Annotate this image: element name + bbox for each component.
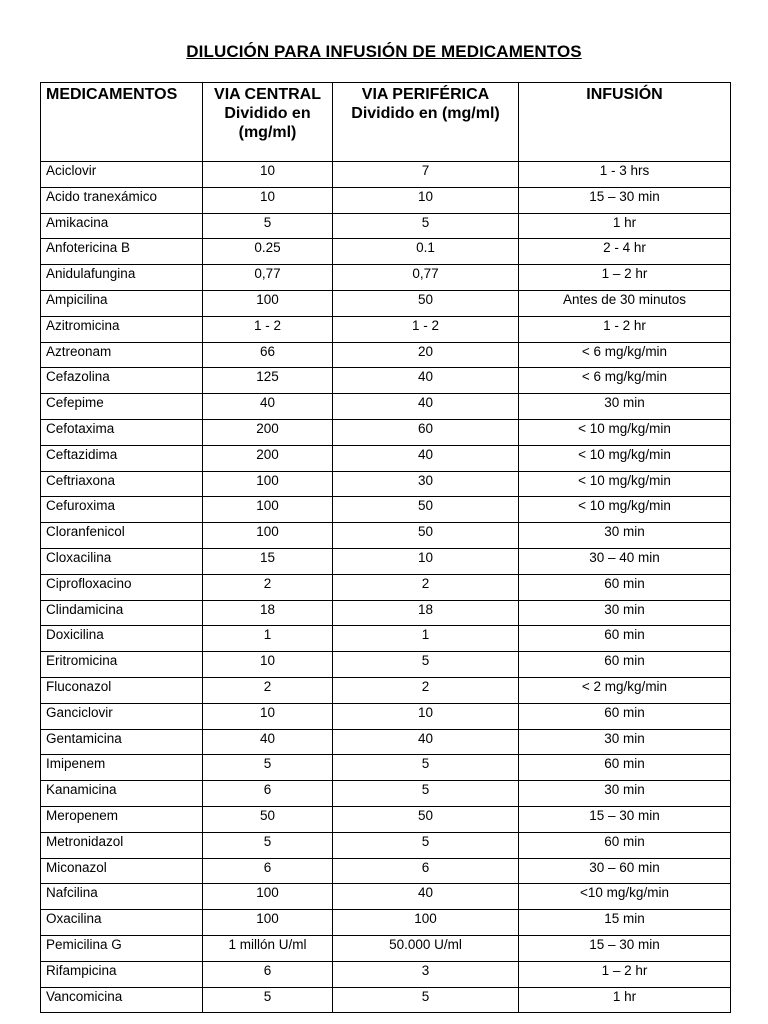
- cell-via-central: 125: [203, 368, 333, 394]
- cell-via-central: 6: [203, 781, 333, 807]
- cell-medicamento: Cefazolina: [41, 368, 203, 394]
- table-row: [41, 806, 731, 832]
- table-row: [41, 729, 731, 755]
- cell-medicamento: Meropenem: [41, 806, 203, 832]
- cell-via-periferica: 18: [333, 600, 519, 626]
- cell-via-periferica: 50: [333, 290, 519, 316]
- table-row: [41, 497, 731, 523]
- cell-medicamento: Rifampicina: [41, 961, 203, 987]
- cell-infusion: 1 hr: [519, 213, 731, 239]
- table-row: [41, 239, 731, 265]
- cell-via-periferica: 40: [333, 394, 519, 420]
- cell-medicamento: Cefuroxima: [41, 497, 203, 523]
- cell-via-central: 40: [203, 394, 333, 420]
- table-row: [41, 910, 731, 936]
- cell-via-periferica: 6: [333, 858, 519, 884]
- cell-infusion: 1 - 3 hrs: [519, 162, 731, 188]
- cell-medicamento: Aciclovir: [41, 162, 203, 188]
- cell-infusion: <10 mg/kg/min: [519, 884, 731, 910]
- header-medicamentos: MEDICAMENTOS: [41, 83, 203, 162]
- table-row: [41, 961, 731, 987]
- cell-infusion: 1 - 2 hr: [519, 316, 731, 342]
- cell-medicamento: Anidulafungina: [41, 265, 203, 291]
- cell-medicamento: Eritromicina: [41, 652, 203, 678]
- cell-via-central: 5: [203, 213, 333, 239]
- cell-medicamento: Ceftazidima: [41, 445, 203, 471]
- cell-medicamento: Vancomicina: [41, 987, 203, 1013]
- cell-via-periferica: 1: [333, 626, 519, 652]
- cell-via-central: 0.25: [203, 239, 333, 265]
- cell-via-central: 10: [203, 162, 333, 188]
- cell-infusion: 30 min: [519, 781, 731, 807]
- cell-medicamento: Gentamicina: [41, 729, 203, 755]
- cell-via-central: 1 - 2: [203, 316, 333, 342]
- cell-infusion: 1 – 2 hr: [519, 265, 731, 291]
- table-row: [41, 265, 731, 291]
- cell-via-periferica: 10: [333, 548, 519, 574]
- cell-via-periferica: 2: [333, 574, 519, 600]
- cell-infusion: 30 min: [519, 729, 731, 755]
- cell-infusion: 30 min: [519, 600, 731, 626]
- cell-infusion: < 10 mg/kg/min: [519, 419, 731, 445]
- cell-medicamento: Doxicilina: [41, 626, 203, 652]
- cell-via-central: 100: [203, 910, 333, 936]
- cell-via-central: 200: [203, 445, 333, 471]
- table-row: [41, 832, 731, 858]
- cell-infusion: < 6 mg/kg/min: [519, 368, 731, 394]
- table-row: [41, 419, 731, 445]
- cell-medicamento: Ceftriaxona: [41, 471, 203, 497]
- cell-infusion: 60 min: [519, 755, 731, 781]
- table-body: [41, 162, 731, 1013]
- cell-medicamento: Miconazol: [41, 858, 203, 884]
- table-row: [41, 368, 731, 394]
- table-row: [41, 162, 731, 188]
- cell-infusion: 30 – 60 min: [519, 858, 731, 884]
- cell-infusion: 2 - 4 hr: [519, 239, 731, 265]
- cell-infusion: 1 – 2 hr: [519, 961, 731, 987]
- cell-medicamento: Ganciclovir: [41, 703, 203, 729]
- cell-infusion: 60 min: [519, 832, 731, 858]
- cell-medicamento: Anfotericina B: [41, 239, 203, 265]
- cell-infusion: 60 min: [519, 626, 731, 652]
- table-row: [41, 935, 731, 961]
- cell-medicamento: Cloranfenicol: [41, 523, 203, 549]
- cell-medicamento: Amikacina: [41, 213, 203, 239]
- cell-via-periferica: 10: [333, 703, 519, 729]
- cell-via-periferica: 50: [333, 497, 519, 523]
- cell-via-periferica: 5: [333, 652, 519, 678]
- cell-via-periferica: 40: [333, 445, 519, 471]
- cell-via-central: 200: [203, 419, 333, 445]
- cell-via-central: 5: [203, 987, 333, 1013]
- cell-via-periferica: 7: [333, 162, 519, 188]
- cell-via-central: 100: [203, 884, 333, 910]
- cell-via-central: 100: [203, 471, 333, 497]
- cell-medicamento: Ampicilina: [41, 290, 203, 316]
- cell-via-central: 50: [203, 806, 333, 832]
- cell-via-central: 40: [203, 729, 333, 755]
- cell-medicamento: Clindamicina: [41, 600, 203, 626]
- medication-table: [40, 82, 731, 1013]
- table-row: [41, 574, 731, 600]
- table-row: [41, 884, 731, 910]
- table-row: [41, 523, 731, 549]
- cell-infusion: < 10 mg/kg/min: [519, 497, 731, 523]
- cell-via-periferica: 2: [333, 677, 519, 703]
- cell-medicamento: Aztreonam: [41, 342, 203, 368]
- cell-infusion: 15 – 30 min: [519, 806, 731, 832]
- table-row: [41, 394, 731, 420]
- cell-via-periferica: 50: [333, 806, 519, 832]
- cell-medicamento: Pemicilina G: [41, 935, 203, 961]
- table-row: [41, 342, 731, 368]
- cell-medicamento: Kanamicina: [41, 781, 203, 807]
- cell-via-periferica: 30: [333, 471, 519, 497]
- cell-via-periferica: 50.000 U/ml: [333, 935, 519, 961]
- cell-via-central: 1 millón U/ml: [203, 935, 333, 961]
- cell-infusion: < 2 mg/kg/min: [519, 677, 731, 703]
- cell-via-central: 10: [203, 187, 333, 213]
- cell-medicamento: Cefotaxima: [41, 419, 203, 445]
- cell-via-central: 6: [203, 858, 333, 884]
- cell-via-central: 0,77: [203, 265, 333, 291]
- cell-medicamento: Metronidazol: [41, 832, 203, 858]
- cell-via-periferica: 60: [333, 419, 519, 445]
- cell-via-central: 5: [203, 755, 333, 781]
- cell-via-periferica: 0,77: [333, 265, 519, 291]
- table-row: [41, 652, 731, 678]
- cell-via-central: 66: [203, 342, 333, 368]
- cell-infusion: 60 min: [519, 703, 731, 729]
- table-row: [41, 471, 731, 497]
- cell-infusion: 30 min: [519, 394, 731, 420]
- cell-via-central: 10: [203, 652, 333, 678]
- cell-medicamento: Azitromicina: [41, 316, 203, 342]
- cell-medicamento: Oxacilina: [41, 910, 203, 936]
- cell-via-central: 5: [203, 832, 333, 858]
- cell-infusion: < 10 mg/kg/min: [519, 471, 731, 497]
- cell-infusion: 1 hr: [519, 987, 731, 1013]
- cell-via-central: 1: [203, 626, 333, 652]
- cell-infusion: Antes de 30 minutos: [519, 290, 731, 316]
- cell-medicamento: Cloxacilina: [41, 548, 203, 574]
- table-row: [41, 677, 731, 703]
- cell-via-central: 100: [203, 523, 333, 549]
- cell-via-central: 10: [203, 703, 333, 729]
- table-row: [41, 316, 731, 342]
- cell-via-periferica: 50: [333, 523, 519, 549]
- cell-medicamento: Acido tranexámico: [41, 187, 203, 213]
- cell-via-central: 18: [203, 600, 333, 626]
- table-row: [41, 703, 731, 729]
- cell-via-central: 2: [203, 574, 333, 600]
- table-row: [41, 858, 731, 884]
- cell-via-periferica: 40: [333, 884, 519, 910]
- cell-via-periferica: 5: [333, 781, 519, 807]
- cell-infusion: 30 – 40 min: [519, 548, 731, 574]
- cell-via-periferica: 40: [333, 368, 519, 394]
- document-title: DILUCIÓN PARA INFUSIÓN DE MEDICAMENTOS: [186, 42, 582, 61]
- cell-via-periferica: 0.1: [333, 239, 519, 265]
- table-row: [41, 626, 731, 652]
- table-row: [41, 600, 731, 626]
- table-row: [41, 445, 731, 471]
- table-row: [41, 290, 731, 316]
- table-row: [41, 781, 731, 807]
- table-row: [41, 987, 731, 1013]
- cell-via-periferica: 5: [333, 755, 519, 781]
- cell-medicamento: Ciprofloxacino: [41, 574, 203, 600]
- cell-infusion: 15 – 30 min: [519, 935, 731, 961]
- cell-via-periferica: 1 - 2: [333, 316, 519, 342]
- cell-via-periferica: 10: [333, 187, 519, 213]
- table-header-row: [41, 83, 731, 162]
- cell-via-central: 2: [203, 677, 333, 703]
- table-row: [41, 187, 731, 213]
- cell-via-central: 100: [203, 290, 333, 316]
- cell-infusion: 15 – 30 min: [519, 187, 731, 213]
- cell-via-central: 100: [203, 497, 333, 523]
- cell-infusion: < 10 mg/kg/min: [519, 445, 731, 471]
- cell-via-periferica: 5: [333, 213, 519, 239]
- cell-via-central: 6: [203, 961, 333, 987]
- cell-via-central: 15: [203, 548, 333, 574]
- cell-infusion: 15 min: [519, 910, 731, 936]
- cell-infusion: < 6 mg/kg/min: [519, 342, 731, 368]
- table-row: [41, 548, 731, 574]
- table-row: [41, 213, 731, 239]
- cell-infusion: 30 min: [519, 523, 731, 549]
- cell-medicamento: Fluconazol: [41, 677, 203, 703]
- cell-infusion: 60 min: [519, 574, 731, 600]
- header-via-central: VIA CENTRAL Dividido en (mg/ml): [203, 83, 333, 162]
- cell-via-periferica: 100: [333, 910, 519, 936]
- table-row: [41, 755, 731, 781]
- cell-medicamento: Imipenem: [41, 755, 203, 781]
- cell-via-periferica: 5: [333, 832, 519, 858]
- cell-infusion: 60 min: [519, 652, 731, 678]
- header-via-periferica: VIA PERIFÉRICA Dividido en (mg/ml): [333, 83, 519, 162]
- cell-via-periferica: 40: [333, 729, 519, 755]
- header-infusion: INFUSIÓN: [519, 83, 731, 162]
- cell-medicamento: Nafcilina: [41, 884, 203, 910]
- cell-via-periferica: 20: [333, 342, 519, 368]
- cell-via-periferica: 5: [333, 987, 519, 1013]
- cell-medicamento: Cefepime: [41, 394, 203, 420]
- cell-via-periferica: 3: [333, 961, 519, 987]
